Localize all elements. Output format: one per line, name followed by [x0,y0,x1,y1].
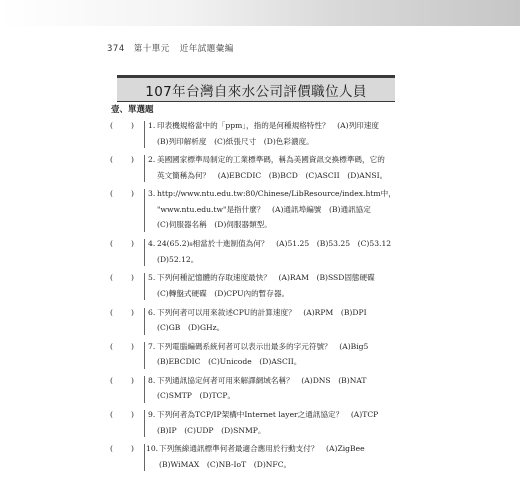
exam-title: 107年台灣自來水公司評價職位人員 [145,83,367,100]
question-text-line: 下列何者可以用來敘述CPU的計算速度？ (A)RPM (B)DPI [157,307,367,317]
question-text-line: 印表機規格當中的「ppm」，指的是何種規格特性？ (A)列印速度 [157,121,379,130]
question-divider-line [144,273,145,300]
question-text [157,270,407,301]
question-text-line: 下列通訊協定何者可用來解譯網域名稱？ (A)DNS (B)NAT [157,375,367,385]
question-text [157,373,407,404]
question-number: 7. [148,341,156,351]
answer-paren-open: ( [110,155,113,165]
question-text [157,339,407,370]
question-text [157,118,407,149]
question-text-line: (C)GB (D)GHz。 [157,323,225,332]
question-text-line: 下列無線通訊標準何者最適合應用於行動支付？ (A)ZigBee [159,444,365,454]
answer-paren-close: ) [131,341,134,351]
answer-paren-open: ( [110,307,113,317]
answer-paren-close: ) [131,444,134,454]
answer-paren-open: ( [110,273,113,283]
question-number: 4. [148,239,156,249]
answer-paren-close: ) [131,410,134,420]
question-text-line: (B)WiMAX (C)NB-IoT (D)NFC。 [159,459,292,469]
book-title: 近年試題彙編 [179,44,234,54]
question-divider-line [144,121,145,148]
question-text-line: 下列何種記憶體的存取速度最快？ (A)RAM (B)SSD固態硬碟 [157,273,375,283]
question-item [0,373,520,404]
answer-paren-close: ) [131,239,134,249]
question-number: 5. [148,273,156,283]
question-divider-line [144,410,145,437]
question-number: 9. [148,410,156,420]
question-text [157,236,407,267]
question-divider-line [144,239,145,266]
question-number: 1. [148,121,156,130]
question-divider-line [144,342,145,369]
question-item [0,339,520,370]
answer-paren-close: ) [131,375,134,385]
answer-paren-open: ( [110,375,113,385]
question-item [0,441,520,472]
question-text-line: "www.ntu.edu.tw"是指什麼？ (A)通訊埠編號 (B)通訊協定 [157,204,371,214]
answer-paren-close: ) [131,307,134,317]
answer-paren-open: ( [110,189,113,199]
question-item [0,186,520,233]
question-divider-line [144,155,145,182]
question-text [159,441,409,472]
answer-paren-open: ( [110,121,113,130]
exam-title-banner [117,75,395,102]
question-item [0,407,520,438]
question-text-line: (C)SMTP (D)TCP。 [157,391,236,401]
answer-paren-open: ( [110,239,113,249]
question-text-line: (C)轉盤式硬碟 (D)CPU內的暫存器。 [157,288,290,298]
question-text [157,152,407,183]
answer-paren-open: ( [110,444,113,454]
question-item [0,118,520,149]
question-item [0,270,520,301]
question-divider-line [144,189,145,232]
question-item [0,236,520,267]
question-item [0,305,520,336]
question-text-line: (B)EBCDIC (C)Unicode (D)ASCII。 [157,357,302,367]
question-divider-line [144,376,145,403]
question-text-line: 24(65.2)₈相當於十進制值為何？ (A)51.25 (B)53.25 (C)53.12 [157,239,392,249]
section-heading: 壹、單選題 [111,105,154,115]
top-gradient-band [0,0,520,26]
chapter-label: 第十單元 [133,44,170,54]
question-divider-line [144,308,145,335]
question-number: 3. [148,189,156,199]
question-text [157,305,407,336]
answer-paren-close: ) [131,121,134,130]
question-text-line: http://www.ntu.edu.tw:80/Chinese/LibResource/index.htm中， [157,189,396,199]
question-item [0,152,520,183]
question-text-line: (B)IP (C)UDP (D)SNMP。 [157,425,266,435]
running-head [107,42,234,54]
answer-paren-close: ) [131,273,134,283]
question-text-line: (D)52.12。 [157,254,199,264]
page-number: 374 [107,44,125,54]
question-text-line: 美國國家標準局制定的工業標準碼，稱為美國資訊交換標準碼，它的 [157,155,385,165]
answer-paren-close: ) [131,189,134,199]
question-number: 2. [148,155,156,165]
question-divider-line [144,444,145,471]
question-number: 10. [146,444,159,454]
question-text-line: 下列電腦編碼系統何者可以表示出最多的字元符號？ (A)Big5 [157,341,369,351]
question-text [157,186,407,233]
answer-paren-open: ( [110,341,113,351]
question-text-line: 下列何者為TCP/IP架構中Internet layer之通訊協定？ (A)TCP [157,410,379,420]
question-text-line: 英文簡稱為何？ (A)EBCDIC (B)BCD (C)ASCII (D)ANSI。 [157,170,388,180]
answer-paren-open: ( [110,410,113,420]
question-number: 6. [148,307,156,317]
answer-paren-close: ) [131,155,134,165]
question-text [157,407,407,438]
question-number: 8. [148,375,156,385]
question-text-line: (B)列印解析度 (C)紙張尺寸 (D)色彩濃度。 [157,136,314,146]
question-text-line: (C)伺服器名稱 (D)伺服器類型。 [157,220,272,230]
